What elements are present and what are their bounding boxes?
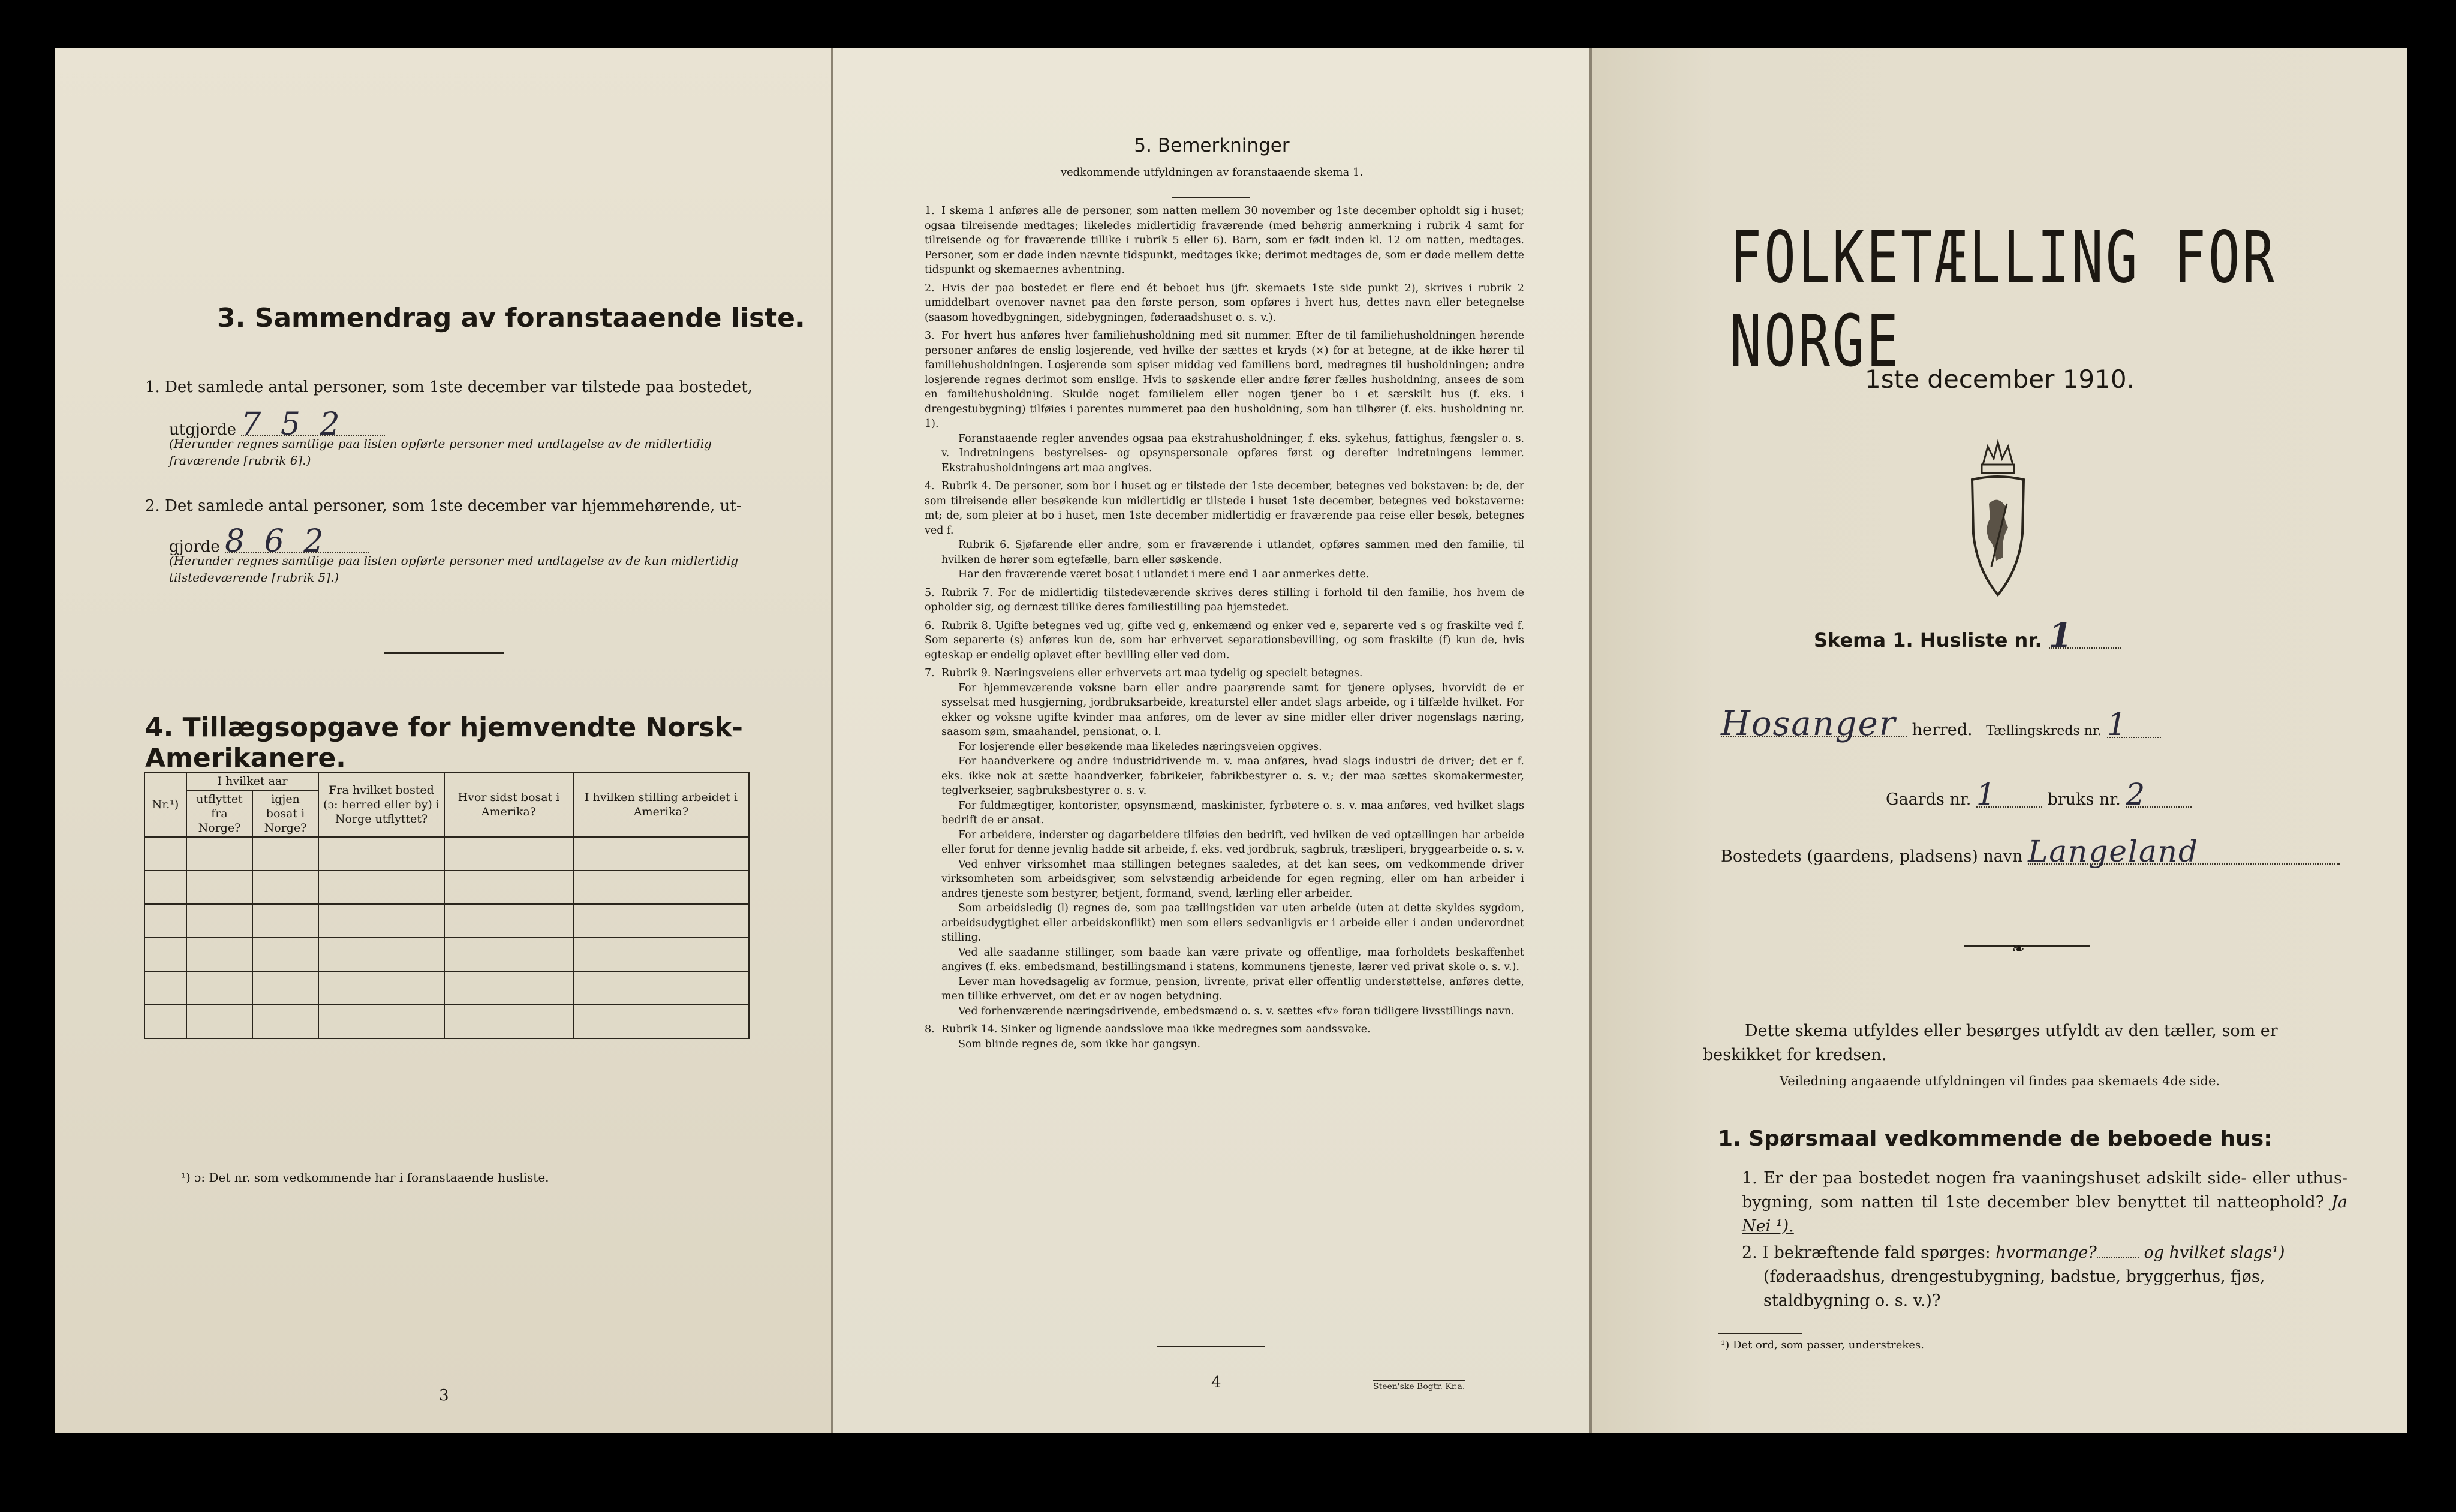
th-year-group: I hvilket aar: [186, 772, 318, 790]
divider: [1964, 945, 2090, 947]
th-returned: igjen bosat i Norge?: [252, 790, 318, 837]
table-row: [145, 837, 749, 871]
instruction-text: Dette skema utfyldes eller besørges utfyldt av den tæller, som er beskikket for kredsen.: [1703, 1022, 2278, 1064]
remark-item: 8. Rubrik 14. Sinker og lignende aandsslove maa ikke medregnes som aandssvake.: [925, 1023, 1371, 1035]
th-emigrated: utflyttet fra Norge?: [186, 790, 252, 837]
item2-text: 2. Det samlede antal personer, som 1ste december var hjemmehørende, ut-: [145, 497, 742, 515]
page-number: 3: [439, 1387, 449, 1405]
q1-2: 2. I bekræftende fald spørges: hvormange? og hvilket slags¹) (føderaadshus, drengestubygning, badstue, bryggerhus, fjøs, staldbygning o. s. v.)?: [1742, 1243, 2285, 1310]
middle-page: [833, 48, 1590, 1433]
table-row: [145, 904, 749, 938]
remark-item: 2. Hvis der paa bostedet er flere end ét beboet hus (jfr. skemaets 1ste side punkt 2), skrives i rubrik 2 umiddelbart ovenover navnet paa den første person, som opføres i hvert hus, dettes navn eller betegnelse (saasom hovedbygningen, sidebygningen, føderaadshuset o. s. v.).: [925, 282, 1524, 324]
divider: [1718, 1333, 1802, 1334]
remark-item-extra: Ved enhver virksomhet maa stillingen betegnes saaledes, at det kan sees, om vedkommende driver virksomheten som arbeidsgiver, som selvstændig arbeidende for egen regning, eller om han arbeider i andres tjeneste som bestyrer, betjent, formand, svend, lærling eller arbeider.: [941, 858, 1524, 900]
printer-mark: Steen'ske Bogtr. Kr.a.: [1373, 1380, 1465, 1391]
gaards-value: 1: [1976, 782, 2042, 808]
remark-item-extra: Har den fraværende været bosat i utlandet i mere end 1 aar anmerkes dette.: [958, 568, 1370, 580]
remark-item-extra: For fuldmægtiger, kontorister, opsynsmænd, maskinister, fyrbøtere o. s. v. maa anføres, ved hvilket slags bedrift de er ansat.: [941, 799, 1524, 826]
herred-value: Hosanger: [1721, 712, 1907, 737]
remark-item: 4. Rubrik 4. De personer, som bor i huset og er tilstede der 1ste december, betegnes ved bokstaven: b; de, der som tilreisende eller besøkende kun midlertidig er tilstede i huset 1ste december, betegnes ved bokstaverne: mt; de, som pleier at bo i huset, men 1ste december midlertidig er fraværende paa reise eller besøk, betegnes ved f.: [925, 480, 1524, 537]
right-page: [1592, 48, 2407, 1433]
veiledning-text: Veiledning angaaende utfyldningen vil findes paa skemaets 4de side.: [1779, 1074, 2220, 1088]
item1-text: 1. Det samlede antal personer, som 1ste december var tilstede paa bostedet,: [145, 378, 753, 396]
remark-item-extra: Som arbeidsledig (l) regnes de, som paa tællingstiden var uten arbeide (uten at dette skyldes sygdom, arbeidsudygtighet eller arbeidskonflikt) men som ellers sedvanligvis er i arbeide eller i anden underordnet stilling.: [941, 902, 1524, 944]
th-where-last: Hvor sidst bosat i Amerika?: [444, 772, 573, 837]
bruks-label: bruks nr.: [2047, 790, 2121, 809]
herred-label: herred.: [1912, 721, 1973, 739]
table-row: [145, 1005, 749, 1038]
skema-label: Skema 1. Husliste nr.: [1814, 629, 2042, 652]
remark-item-extra: Rubrik 6. Sjøfarende eller andre, som er fraværende i utlandet, opføres sammen med den familie, til hvilken de hører som egtefælle, barn eller søskende.: [941, 539, 1524, 566]
kreds-value: 1: [2107, 713, 2161, 738]
bosted-value: Langeland: [2028, 839, 2340, 865]
remark-item-extra: For arbeidere, inderster og dagarbeidere tilføies den bedrift, ved hvilken de ved optællingen har arbeide eller forut for denne jevnlig hadde sit arbeide, f. eks. ved jordbruk, sagbruk, træsliperi, bryggearbeide o. s. v.: [941, 829, 1524, 856]
answer-nei: Nei ¹).: [1742, 1217, 1794, 1236]
item1-note: (Herunder regnes samtlige paa listen opførte personer med undtagelse av de midlertidig fraværende [rubrik 6].): [169, 436, 712, 468]
remark-item: 5. Rubrik 7. For de midlertidig tilstedeværende skrives deres stilling i forhold til den familie, hos hvem de opholder sig, og dernæst tillike deres familiestilling paa hjemstedet.: [925, 586, 1524, 613]
remark-item-extra: For losjerende eller besøkende maa likeledes næringsveien opgives.: [958, 740, 1322, 753]
skema-line: [1814, 616, 2121, 655]
gaards-label: Gaards nr.: [1886, 790, 1972, 809]
section4-title: 4. Tillægsopgave for hjemvendte Norsk-Amerikanere.: [145, 712, 743, 773]
kreds-label: Tællingskreds nr.: [1986, 724, 2102, 739]
section3-title: 3. Sammendrag av foranstaaende liste.: [217, 303, 805, 333]
gaards-line: [1886, 777, 2192, 812]
table-footnote: ¹) ɔ: Det nr. som vedkommende har i foranstaaende husliste.: [181, 1170, 549, 1185]
skema-value: 1: [2049, 624, 2121, 649]
q1-1: 1. Er der paa bostedet nogen fra vaaningshuset adskilt side- eller uthus-bygning, som natten til 1ste december blev benyttet til natteophold? Ja Nei ¹).: [1742, 1169, 2347, 1236]
table-row: [145, 871, 749, 904]
remark-item: 6. Rubrik 8. Ugifte betegnes ved ug, gifte ved g, enkemænd og enker ved e, separerte ved s og fraskilte ved f. Som separerte (s) anføres kun de, som har erhvervet separationsbevilling, og som fraskilte (f) kun de, hvis egteskap er endelig opløvet efter bevilling eller ved dom.: [925, 619, 1524, 661]
right-footnote: ¹) Det ord, som passer, understrekes.: [1721, 1339, 1924, 1351]
remark-item-extra: Foranstaaende regler anvendes ogsaa paa ekstrahusholdninger, f. eks. sykehus, fattighus, fængsler o. s. v. Indretningens bestyrelses- og opsynspersonale opføres først og derefter indretningens lemmer. Ekstrahusholdningens art maa angives.: [941, 432, 1524, 474]
norway-coat-of-arms-icon: [1965, 438, 2031, 600]
th-from-where: Fra hvilket bosted (ɔ: herred eller by) i Norge utflyttet?: [318, 772, 444, 837]
th-position: I hvilken stilling arbeidet i Amerika?: [573, 772, 749, 837]
item1-value: 7 5 2: [241, 414, 385, 436]
remark-item-extra: Ved forhenværende næringsdrivende, embedsmænd o. s. v. sættes «fv» foran tidligere livsstillings navn.: [958, 1005, 1515, 1017]
bruks-value: 2: [2126, 782, 2192, 808]
item1-prefix: utgjorde: [169, 421, 237, 439]
remark-item-extra: For hjemmeværende voksne barn eller andre paarørende samt for tjenere oplyses, hvorvidt de er sysselsat med husgjerning, jordbruksarbeide, kreaturstel eller andet slags arbeide, og i tilfælde hvilket. For ekker og voksne ugifte kvinder maa anføres, om de lever av sine midler eller driver nogenslags næring, saasom søm, smaahandel, pensionat, o. l.: [941, 682, 1524, 738]
bosted-line: [1721, 834, 2340, 869]
norsk-amerikanere-table: [144, 772, 750, 1039]
item2-value: 8 6 2: [225, 531, 369, 553]
divider: [1157, 1346, 1265, 1347]
remark-item-extra: For haandverkere og andre industridrivende m. v. maa anføres, hvad slags industri de driver; det er f. eks. ikke nok at sætte haandverker, fabrikeier, fabrikbestyrer o. s. v.; der maa sættes skomakermester, teglverkseier, sagbruksbestyrer o. s. v.: [941, 755, 1524, 797]
th-nr: Nr.¹): [145, 772, 186, 837]
divider: [1172, 197, 1250, 198]
page-number: 4: [1211, 1374, 1221, 1391]
divider: [384, 652, 504, 654]
herred-line: [1721, 704, 2380, 743]
answer-ja: Ja: [2331, 1193, 2347, 1212]
census-date: 1ste december 1910.: [1865, 365, 2135, 394]
bosted-label: Bostedets (gaardens, pladsens) navn: [1721, 847, 2023, 866]
remark-item: 7. Rubrik 9. Næringsveiens eller erhvervets art maa tydelig og specielt betegnes.: [925, 667, 1363, 679]
item2-prefix: gjorde: [169, 538, 220, 556]
remarks-subtitle: vedkommende utfyldningen av foranstaaende skema 1.: [1060, 166, 1364, 179]
remark-item-extra: Lever man hovedsagelig av formue, pension, livrente, privat eller offentlig understøttelse, anføres dette, men tillike erhvervet, om det er av nogen betydning.: [941, 975, 1524, 1002]
table-row: [145, 938, 749, 971]
remark-item-extra: Ved alle saadanne stillinger, som baade kan være private og offentlige, maa forholdets beskaffenhet angives (f. eks. embedsmand, bestillingsmand i statens, kommunens tjeneste, lærer ved privat skole o. s. v.).: [941, 946, 1524, 973]
census-title: FOLKETÆLLING FOR NORGE: [1730, 216, 2277, 383]
remark-item-extra: Som blinde regnes de, som ikke har gangsyn.: [958, 1038, 1201, 1050]
remark-item: 1. I skema 1 anføres alle de personer, som natten mellem 30 november og 1ste december opholdt sig i huset; ogsaa tilreisende medtages; likeledes midlertidig fraværende (med behørig anmerkning i rubrik 4 samt for tilreisende og for fraværende tillike i rubrik 5 eller 6). Barn, som er født inden kl. 12 om natten, medtages. Personer, som er døde inden nævnte tidspunkt, medtages ikke; derimot medtages de, som er døde mellem dette tidspunkt og skemaernes avhentning.: [925, 205, 1524, 276]
left-page: [55, 48, 832, 1433]
remarks-title: 5. Bemerkninger: [1134, 135, 1290, 156]
remark-item: 3. For hvert hus anføres hver familiehusholdning med sit nummer. Efter de til familiehusholdningen hørende personer anføres de enslig losjerende, ved hvilke der sættes et kryds (×) for at betegne, at de ikke hører til familiehusholdningen. Losjerende som spiser middag ved familiens bord, medregnes til husholdningen; andre losjerende regnes derimot som enslige. Hvis to søskende eller andre fører fælles husholdning, ansees de som en familiehusholdning. Skulde noget familielem eller nogen tjener bo i et særskilt hus (f. eks. i drengestubygning) tilføies i parentes nummeret paa den husholdning, som han tilhører (f. eks. husholdning nr. 1).: [925, 330, 1524, 430]
remarks-body: [925, 204, 1524, 1052]
item2-note: (Herunder regnes samtlige paa listen opførte personer med undtagelse av de kun midlertidig tilstedeværende [rubrik 5].): [169, 553, 739, 585]
table-row: [145, 971, 749, 1005]
ornament-icon: ❧: [2012, 940, 2025, 958]
q1-heading: 1. Spørsmaal vedkommende de beboede hus:: [1718, 1127, 2273, 1151]
